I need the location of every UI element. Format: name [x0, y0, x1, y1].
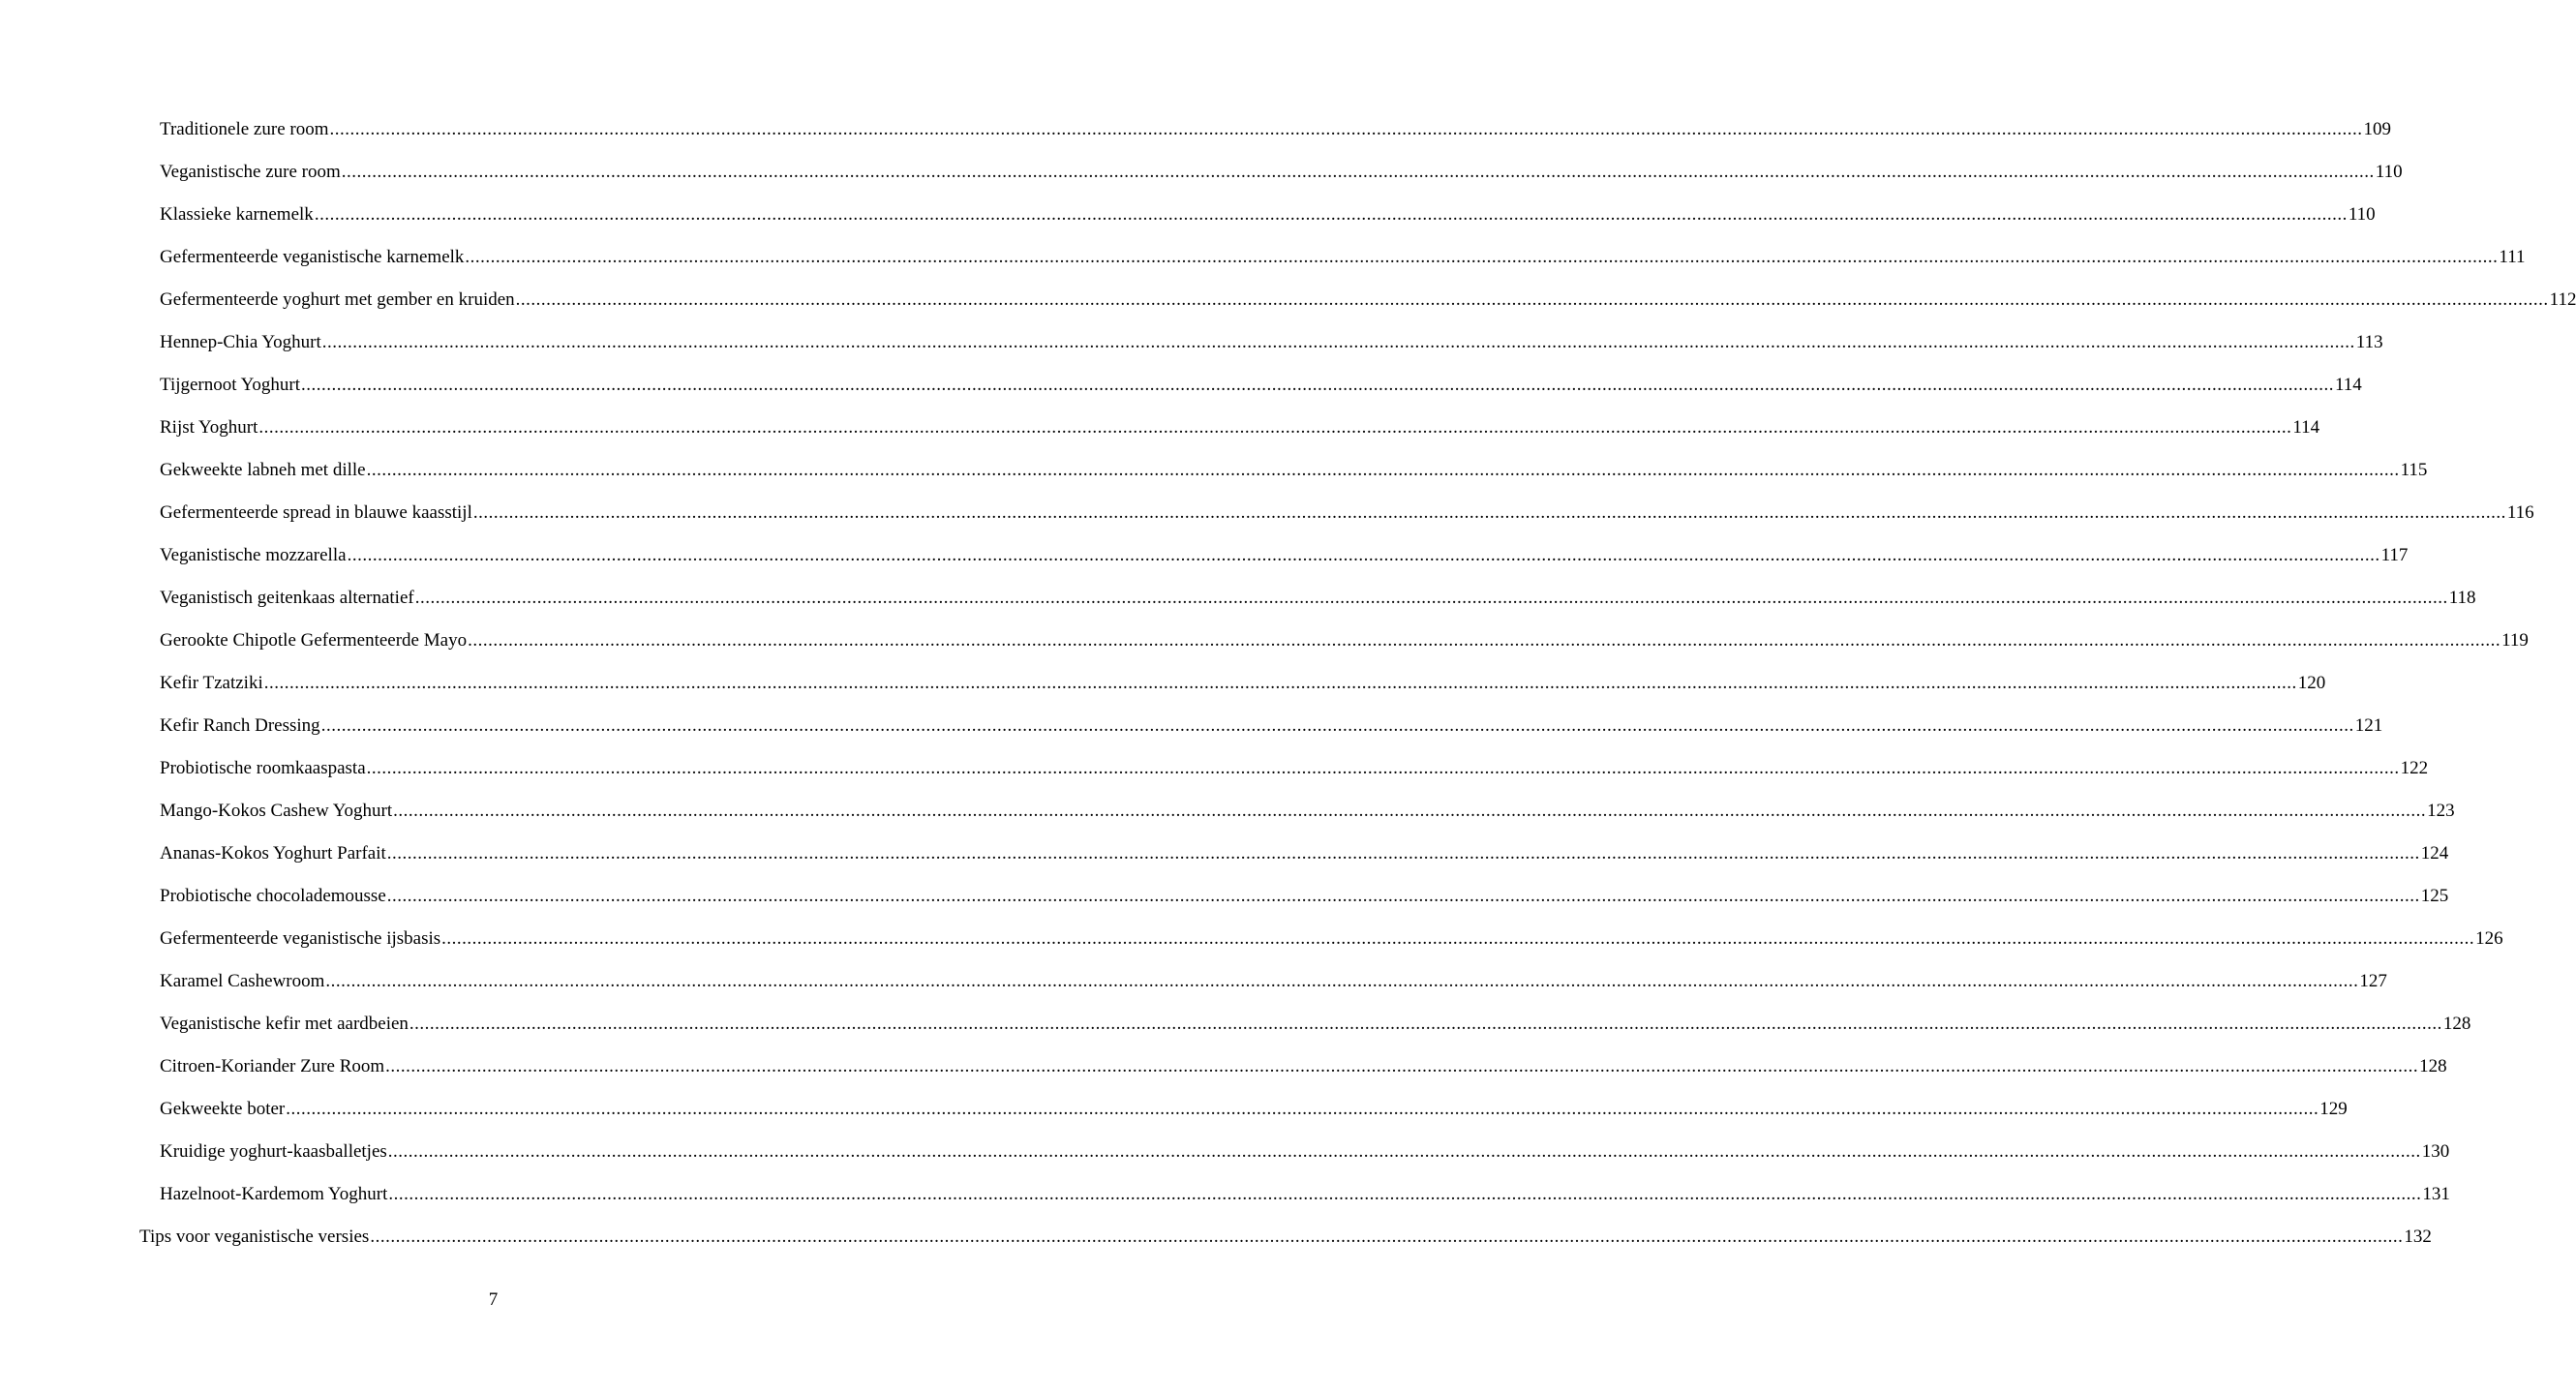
toc-dot-leader: ................................................................................................................................................................................................................................................................................................................................................................................................................	[258, 417, 2292, 438]
toc-entry-title: Hennep-Chia Yoghurt	[160, 332, 321, 352]
toc-dot-leader: ................................................................................................................................................................................................................................................................................................................................................................................................................	[386, 886, 2420, 906]
toc-dot-leader: ................................................................................................................................................................................................................................................................................................................................................................................................................	[465, 247, 2499, 267]
toc-entry[interactable]	[160, 1012, 2471, 1037]
toc-dot-leader: ................................................................................................................................................................................................................................................................................................................................................................................................................	[409, 1014, 2442, 1034]
toc-entry[interactable]	[160, 458, 2428, 483]
toc-entry-title: Karamel Cashewroom	[160, 971, 325, 991]
toc-entry[interactable]	[160, 969, 2387, 994]
toc-entry-title: Gefermenteerde spread in blauwe kaasstijl	[160, 502, 472, 523]
toc-entry-page: 117	[2380, 545, 2409, 565]
toc-entry[interactable]	[160, 543, 2409, 568]
toc-entry-title: Gefermenteerde veganistische ijsbasis	[160, 928, 441, 949]
toc-entry[interactable]	[160, 373, 2362, 398]
toc-entry[interactable]	[160, 500, 2534, 526]
toc-entry[interactable]	[160, 1054, 2447, 1079]
toc-entry-page: 132	[2404, 1227, 2432, 1247]
toc-entry-page: 127	[2359, 971, 2387, 991]
toc-entry-title: Klassieke karnemelk	[160, 204, 314, 225]
toc-entry-title: Mango-Kokos Cashew Yoghurt	[160, 801, 393, 821]
toc-entry-title: Hazelnoot-Kardemom Yoghurt	[160, 1184, 388, 1204]
toc-dot-leader: ................................................................................................................................................................................................................................................................................................................................................................................................................	[329, 119, 2363, 139]
toc-entry-page: 110	[2375, 162, 2403, 182]
toc-entry-page: 126	[2475, 928, 2503, 949]
toc-dot-leader: ................................................................................................................................................................................................................................................................................................................................................................................................................	[385, 1056, 2419, 1076]
toc-entry-title: Veganistische kefir met aardbeien	[160, 1014, 409, 1034]
toc-entry-title: Kefir Ranch Dressing	[160, 715, 320, 736]
toc-dot-leader: ................................................................................................................................................................................................................................................................................................................................................................................................................	[321, 332, 2355, 352]
toc-dot-leader: ................................................................................................................................................................................................................................................................................................................................................................................................................	[472, 502, 2506, 523]
toc-entry-page: 109	[2363, 119, 2391, 139]
toc-entry[interactable]	[160, 202, 2376, 227]
toc-entry-title: Ananas-Kokos Yoghurt Parfait	[160, 843, 386, 864]
toc-dot-leader: ................................................................................................................................................................................................................................................................................................................................................................................................................	[388, 1184, 2422, 1204]
toc-entry-title: Gefermenteerde yoghurt met gember en kruiden	[160, 289, 515, 310]
toc-dot-leader: ................................................................................................................................................................................................................................................................................................................................................................................................................	[414, 588, 2448, 608]
toc-entry[interactable]	[160, 330, 2383, 355]
toc-entry[interactable]	[160, 586, 2476, 611]
toc-entry[interactable]	[160, 117, 2391, 142]
toc-entry-page: 128	[2419, 1056, 2447, 1076]
toc-dot-leader: ................................................................................................................................................................................................................................................................................................................................................................................................................	[515, 289, 2549, 310]
toc-entry-title: Gerookte Chipotle Gefermenteerde Mayo	[160, 630, 468, 651]
toc-dot-leader: ................................................................................................................................................................................................................................................................................................................................................................................................................	[387, 1141, 2421, 1162]
toc-entry-page: 116	[2506, 502, 2534, 523]
toc-entry-page: 131	[2422, 1184, 2450, 1204]
toc-entry-title: Kruidige yoghurt-kaasballetjes	[160, 1141, 387, 1162]
toc-dot-leader: ................................................................................................................................................................................................................................................................................................................................................................................................................	[341, 162, 2375, 182]
toc-entry-page: 130	[2421, 1141, 2450, 1162]
toc-entry[interactable]	[160, 884, 2449, 909]
toc-entry-title: Probiotische roomkaaspasta	[160, 758, 366, 778]
toc-dot-leader: ................................................................................................................................................................................................................................................................................................................................................................................................................	[263, 673, 2297, 693]
toc-entry-title: Kefir Tzatziki	[160, 673, 263, 693]
toc-entry-page: 120	[2297, 673, 2326, 693]
toc-dot-leader: ................................................................................................................................................................................................................................................................................................................................................................................................................	[347, 545, 2380, 565]
toc-dot-leader: ................................................................................................................................................................................................................................................................................................................................................................................................................	[393, 801, 2427, 821]
toc-entry-title: Gekweekte labneh met dille	[160, 460, 366, 480]
toc-entry-title: Traditionele zure room	[160, 119, 329, 139]
toc-entry-page: 122	[2400, 758, 2429, 778]
toc-entry-title: Veganistische mozzarella	[160, 545, 347, 565]
toc-entry-title: Citroen-Koriander Zure Room	[160, 1056, 385, 1076]
toc-entry[interactable]	[160, 1182, 2450, 1207]
toc-entry[interactable]	[160, 628, 2529, 653]
toc-entry-page: 123	[2427, 801, 2455, 821]
toc-entry-title: Probiotische chocolademousse	[160, 886, 386, 906]
toc-dot-leader: ................................................................................................................................................................................................................................................................................................................................................................................................................	[370, 1227, 2404, 1247]
toc-dot-leader: ................................................................................................................................................................................................................................................................................................................................................................................................................	[366, 758, 2400, 778]
toc-entry-page: 118	[2448, 588, 2476, 608]
toc-entry-page: 114	[2292, 417, 2320, 438]
page-number: 7	[488, 1289, 499, 1310]
toc-dot-leader: ................................................................................................................................................................................................................................................................................................................................................................................................................	[301, 375, 2335, 395]
toc-entry-page: 114	[2335, 375, 2362, 395]
toc-entry[interactable]	[160, 756, 2429, 781]
toc-entry-title: Veganistische zure room	[160, 162, 341, 182]
toc-dot-leader: ................................................................................................................................................................................................................................................................................................................................................................................................................	[441, 928, 2475, 949]
toc-entry-page: 115	[2400, 460, 2428, 480]
toc-entry[interactable]	[160, 841, 2449, 866]
toc-dot-leader: ................................................................................................................................................................................................................................................................................................................................................................................................................	[320, 715, 2354, 736]
toc-entry[interactable]	[160, 1097, 2348, 1122]
toc-entry-page: 112	[2549, 289, 2576, 310]
toc-entry-page: 124	[2420, 843, 2449, 864]
toc-entry[interactable]	[160, 288, 2576, 313]
toc-entry-title: Tips voor veganistische versies	[139, 1227, 370, 1247]
toc-entry-title: Gekweekte boter	[160, 1099, 286, 1119]
toc-dot-leader: ................................................................................................................................................................................................................................................................................................................................................................................................................	[325, 971, 2359, 991]
toc-entry-page: 119	[2501, 630, 2529, 651]
toc-entry[interactable]	[160, 671, 2326, 696]
toc-entry[interactable]	[160, 415, 2320, 440]
toc-dot-leader: ................................................................................................................................................................................................................................................................................................................................................................................................................	[314, 204, 2348, 225]
toc-dot-leader: ................................................................................................................................................................................................................................................................................................................................................................................................................	[386, 843, 2420, 864]
toc-entry[interactable]	[160, 1139, 2450, 1165]
toc-dot-leader: ................................................................................................................................................................................................................................................................................................................................................................................................................	[286, 1099, 2319, 1119]
toc-entry-title: Rijst Yoghurt	[160, 417, 258, 438]
toc-entry-title: Veganistisch geitenkaas alternatief	[160, 588, 414, 608]
toc-entry-page: 129	[2319, 1099, 2348, 1119]
toc-entry-page: 121	[2354, 715, 2383, 736]
toc-entry[interactable]	[160, 245, 2526, 270]
toc-entry-page: 113	[2355, 332, 2383, 352]
toc-dot-leader: ................................................................................................................................................................................................................................................................................................................................................................................................................	[366, 460, 2400, 480]
toc-entry-title: Tijgernoot Yoghurt	[160, 375, 301, 395]
toc-entry-page: 125	[2420, 886, 2449, 906]
toc-entry-title: Gefermenteerde veganistische karnemelk	[160, 247, 465, 267]
toc-entry[interactable]	[160, 926, 2503, 952]
toc-entry[interactable]	[139, 1225, 2432, 1250]
toc-entry-page: 110	[2348, 204, 2376, 225]
toc-entry[interactable]	[160, 713, 2383, 739]
toc-dot-leader: ................................................................................................................................................................................................................................................................................................................................................................................................................	[468, 630, 2501, 651]
toc-entry-page: 111	[2499, 247, 2526, 267]
toc-entry-page: 128	[2442, 1014, 2471, 1034]
toc-entry[interactable]	[160, 799, 2455, 824]
toc-entry[interactable]	[160, 160, 2403, 185]
